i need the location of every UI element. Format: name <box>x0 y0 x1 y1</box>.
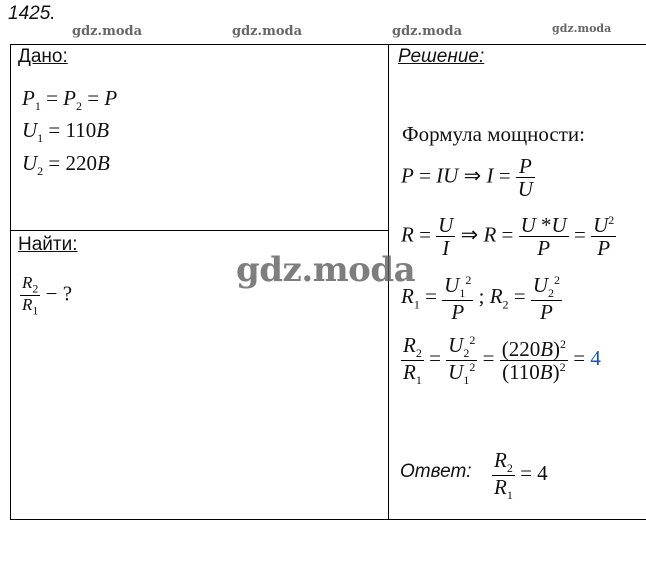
row-divider <box>10 230 389 231</box>
solution-heading: Решение: <box>398 46 485 67</box>
watermark-large: gdz.moda <box>236 250 416 290</box>
resistances-formula: $R_1$ = $\frac{U_1^2}{P}$ ; $R_2$ = $\frac{U_2^2}{P}$ <box>401 273 561 324</box>
ratio-calculation: $\frac{R_2}{R_1}$ = $\frac{U_2^2}{U_1^2}$ = $\frac{(220B)^2}{(110B)^2}$ = 4 <box>403 333 601 387</box>
given-power-equality: $P_1 = P_2 = P$ <box>22 86 118 114</box>
watermark: gdz.moda <box>72 24 143 39</box>
answer-label: Ответ: <box>400 461 472 482</box>
formula-label: Формула мощности: <box>402 122 585 146</box>
problem-number: 1425. <box>8 3 56 24</box>
power-formula: P = IU ⇒ I = $\frac{P}{U}$ <box>401 154 533 202</box>
given-voltage-2: $U_2 = 220B$ <box>22 151 110 179</box>
answer-expression: $\frac{R_2}{R_1}$ = 4 <box>494 448 548 502</box>
given-heading: Дано: <box>18 46 68 67</box>
find-heading: Найти: <box>18 234 78 255</box>
watermark: gdz.moda <box>552 22 612 35</box>
find-ratio: $\frac{R_2}{R_1}$ − ? <box>22 273 73 318</box>
watermark: gdz.moda <box>392 24 463 39</box>
resistance-formula: R = $\frac{U}{I}$ ⇒ R = $\frac{U *U}{P}$ = $\frac{U^2}{P}$ <box>401 213 615 261</box>
watermark: gdz.moda <box>232 24 303 39</box>
given-voltage-1: $U_1 = 110B$ <box>22 118 110 146</box>
